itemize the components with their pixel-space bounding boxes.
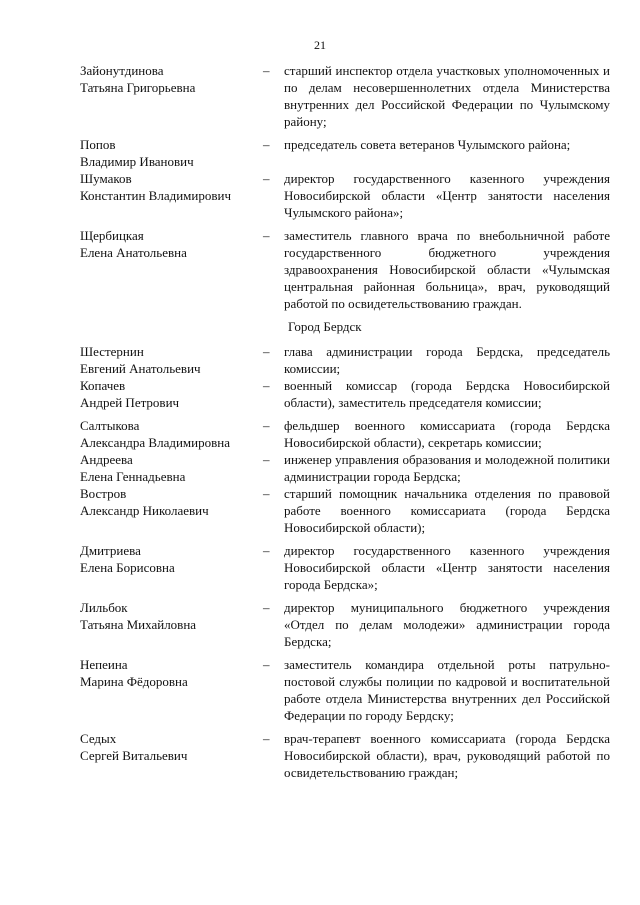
list-item [80, 62, 610, 130]
member-surname: Щербицкая [80, 228, 144, 243]
list-item [80, 599, 610, 650]
member-name [80, 170, 263, 204]
dash-separator: – [263, 137, 270, 152]
member-name [80, 656, 263, 690]
dash-separator: – [263, 63, 270, 78]
member-name [80, 730, 263, 764]
member-surname: Попов [80, 137, 116, 152]
member-position: заместитель командира отдельной роты патрульно-постовой службы полиции по кадровой и воспитательной работе отдела Министерства внутренних дел Российской Федерации по городу Бердску; [284, 657, 610, 723]
member-position: директор государственного казенного учреждения Новосибирской области «Центр занятости населения города Бердска»; [284, 543, 610, 592]
dash-separator: – [263, 543, 270, 558]
member-position: глава администрации города Бердска, председатель комиссии; [284, 344, 610, 376]
list-item [80, 377, 610, 411]
dash-separator: – [263, 228, 270, 243]
member-given-names: Елена Геннадьевна [80, 469, 186, 484]
member-surname: Андреева [80, 452, 133, 467]
member-name [80, 377, 263, 411]
list-item [80, 227, 610, 312]
member-given-names: Андрей Петрович [80, 395, 180, 410]
dash-separator: – [263, 657, 270, 672]
member-surname: Непеина [80, 657, 128, 672]
dash-separator: – [263, 418, 270, 433]
member-surname: Зайонутдинова [80, 63, 164, 78]
member-given-names: Марина Фёдоровна [80, 674, 188, 689]
member-position: старший помощник начальника отделения по правовой работе военного комиссариата (города Бердска Новосибирской области); [284, 486, 610, 535]
member-surname: Шумаков [80, 171, 132, 186]
member-name [80, 227, 263, 261]
member-surname: Шестернин [80, 344, 144, 359]
member-name [80, 451, 263, 485]
dash-separator: – [263, 452, 270, 467]
member-given-names: Константин Владимирович [80, 188, 231, 203]
section-heading: Город Бердск [288, 319, 362, 334]
member-position: директор муниципального бюджетного учреждения «Отдел по делам молодежи» администрации города Бердска; [284, 600, 610, 649]
member-name [80, 485, 263, 519]
member-given-names: Татьяна Григорьевна [80, 80, 196, 95]
dash-separator: – [263, 600, 270, 615]
member-name [80, 599, 263, 633]
member-position: инженер управления образования и молодежной политики администрации города Бердска; [284, 452, 610, 484]
list-item [80, 730, 610, 781]
dash-separator: – [263, 171, 270, 186]
dash-separator: – [263, 344, 270, 359]
member-given-names: Александра Владимировна [80, 435, 230, 450]
list-item [80, 451, 610, 485]
member-name [80, 542, 263, 576]
member-name [80, 343, 263, 377]
list-item [80, 417, 610, 451]
member-given-names: Сергей Витальевич [80, 748, 188, 763]
commission-list [80, 62, 610, 781]
list-item [80, 542, 610, 593]
member-surname: Востров [80, 486, 127, 501]
list-item [80, 343, 610, 377]
member-position: старший инспектор отдела участковых уполномоченных и по делам несовершеннолетних отдела Министерства внутренних дел Российской Федерации по Чулымскому району; [284, 63, 610, 129]
member-surname: Салтыкова [80, 418, 140, 433]
member-surname: Лильбок [80, 600, 128, 615]
member-given-names: Александр Николаевич [80, 503, 209, 518]
member-name [80, 417, 263, 451]
member-surname: Копачев [80, 378, 126, 393]
member-given-names: Елена Анатольевна [80, 245, 187, 260]
member-given-names: Владимир Иванович [80, 154, 194, 169]
dash-separator: – [263, 378, 270, 393]
member-surname: Седых [80, 731, 117, 746]
list-item [80, 656, 610, 724]
member-position: председатель совета ветеранов Чулымского района; [284, 137, 571, 152]
member-position: военный комиссар (города Бердска Новосибирской области), заместитель председателя комиссии; [284, 378, 610, 410]
dash-separator: – [263, 486, 270, 501]
list-item [80, 136, 610, 170]
list-item [80, 170, 610, 221]
member-given-names: Елена Борисовна [80, 560, 175, 575]
member-name [80, 136, 263, 170]
member-position: врач-терапевт военного комиссариата (города Бердска Новосибирской области), врач, руководящий работой по освидетельствованию граждан; [284, 731, 610, 780]
member-position: директор государственного казенного учреждения Новосибирской области «Центр занятости населения Чулымского района»; [284, 171, 610, 220]
member-surname: Дмитриева [80, 543, 141, 558]
member-name [80, 62, 263, 96]
member-given-names: Татьяна Михайловна [80, 617, 197, 632]
member-position: фельдшер военного комиссариата (города Бердска Новосибирской области), секретарь комиссии; [284, 418, 610, 450]
member-given-names: Евгений Анатольевич [80, 361, 201, 376]
list-item [80, 485, 610, 536]
dash-separator: – [263, 731, 270, 746]
member-position: заместитель главного врача по внебольничной работе государственного бюджетного учреждения здравоохранения Новосибирской области «Чулымская центральная районная больница», врач, руководящий работой по освидетельствованию граждан. [284, 228, 610, 311]
page-number: 21 [314, 38, 326, 52]
